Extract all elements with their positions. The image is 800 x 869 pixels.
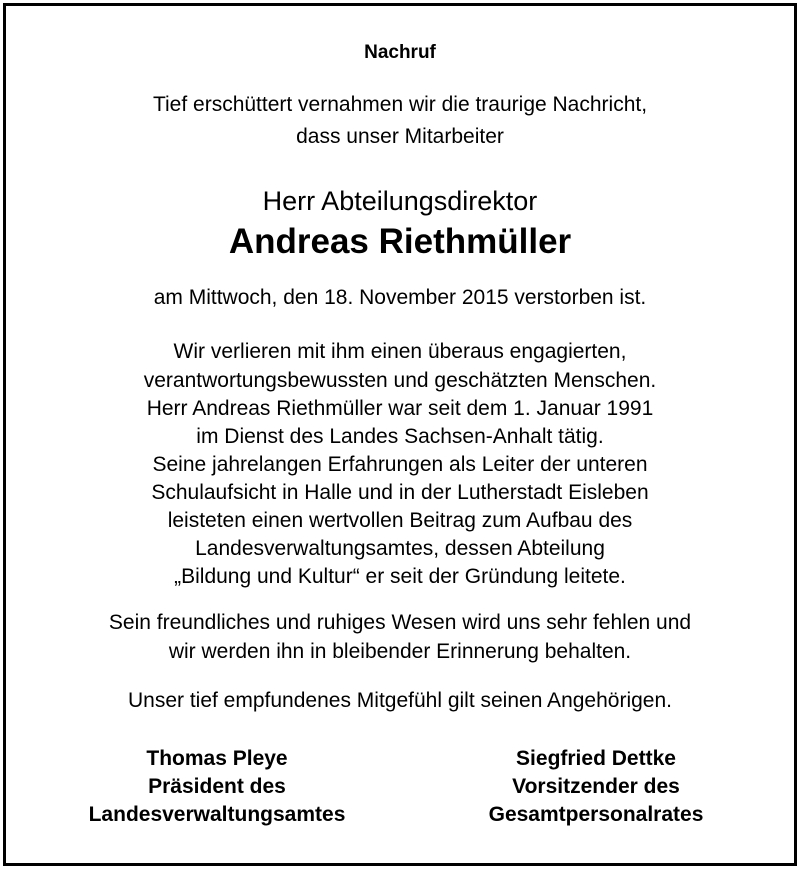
condolence-line: Unser tief empfundenes Mitgefühl gilt seinen Angehörigen.: [127, 689, 672, 712]
date-line: am Mittwoch, den 18. November 2015 verstorben ist.: [153, 286, 647, 309]
tribute-line-6: Schulaufsicht in Halle und in der Lutherstadt Eisleben: [151, 481, 649, 504]
signatory-left-org: Landesverwaltungsamtes: [88, 803, 346, 826]
tribute-line-2: verantwortungsbewussten und geschätzten Menschen.: [143, 369, 657, 392]
tribute-line-7: leisteten einen wertvollen Beitrag zum Aufbau des: [167, 509, 633, 532]
signatory-left-name: Thomas Pleye: [146, 747, 288, 770]
deceased-name: Andreas Riethmüller: [228, 222, 572, 261]
signatory-left-title: Präsident des: [148, 775, 286, 798]
tribute-line-8: Landesverwaltungsamtes, dessen Abteilung: [195, 537, 605, 560]
tribute-line-4: im Dienst des Landes Sachsen-Anhalt tätig.: [196, 425, 604, 448]
signatory-right-title: Vorsitzender des: [512, 775, 680, 798]
intro-line-1: Tief erschüttert vernahmen wir die traurige Nachricht,: [152, 93, 648, 116]
remembrance-line-1: Sein freundliches und ruhiges Wesen wird uns sehr fehlen und: [108, 611, 692, 634]
obituary-heading: Nachruf: [364, 42, 436, 63]
deceased-rank: Herr Abteilungsdirektor: [262, 186, 538, 216]
signatory-right-name: Siegfried Dettke: [516, 747, 676, 770]
tribute-line-9: „Bildung und Kultur“ er seit der Gründung leitete.: [174, 565, 626, 588]
remembrance-line-2: wir werden ihn in bleibender Erinnerung behalten.: [168, 640, 632, 663]
tribute-line-3: Herr Andreas Riethmüller war seit dem 1. Januar 1991: [146, 397, 654, 420]
tribute-line-1: Wir verlieren mit ihm einen überaus engagierten,: [173, 340, 627, 363]
signatory-right-org: Gesamtpersonalrates: [488, 803, 704, 826]
tribute-line-5: Seine jahrelangen Erfahrungen als Leiter der unteren: [152, 453, 648, 476]
intro-line-2: dass unser Mitarbeiter: [296, 125, 504, 148]
